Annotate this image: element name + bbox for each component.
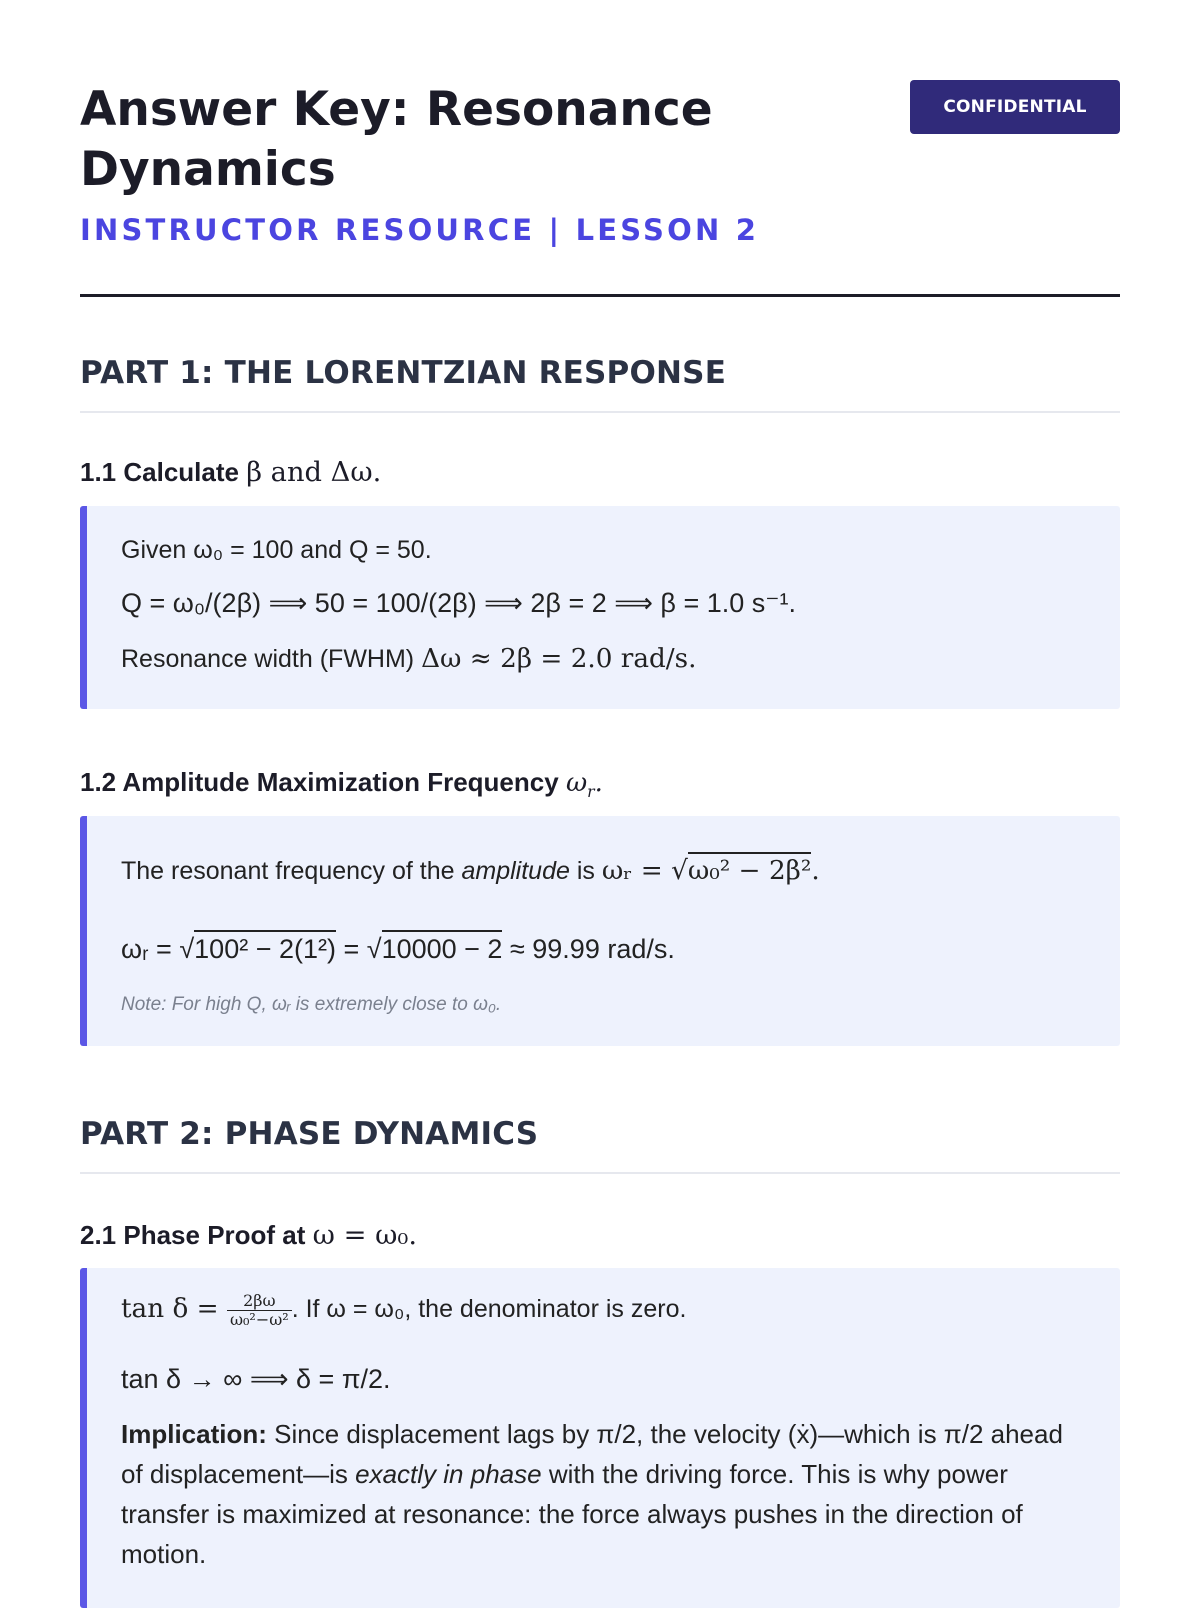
implication-text-1: Since displacement lags by π/2, the velocity (ẋ)—which is π/2 ahead of displacement—is (121, 1419, 1063, 1489)
implication-label: Implication: (121, 1419, 267, 1449)
part1-divider (80, 411, 1120, 413)
part2-title: PART 2: PHASE DYNAMICS (80, 1116, 539, 1152)
answer-1-2-line2-radicand-2: 10000 − 2 (382, 930, 503, 964)
answer-1-2-line2 (121, 934, 675, 965)
question-1-2-label: 1.2 Amplitude Maximization Frequency (80, 767, 559, 797)
question-1-2-title (80, 767, 603, 801)
part2-divider (80, 1172, 1120, 1174)
answer-2-1-fraction (227, 1292, 292, 1329)
answer-1-1-given: Given ω₀ = 100 and Q = 50. (121, 536, 432, 564)
implication-emphasis: exactly in phase (355, 1459, 542, 1489)
answer-1-2-line1-radicand: ω₀² − 2β² (688, 852, 812, 886)
question-1-1-math: β and Δω. (246, 457, 382, 488)
answer-1-2-line1-text: The resonant frequency of the (121, 857, 455, 885)
header-divider (80, 294, 1120, 297)
part1-title: PART 1: THE LORENTZIAN RESPONSE (80, 355, 727, 391)
answer-1-2-box (80, 816, 1120, 1046)
answer-1-2-line1: The resonant frequency of the amplitude is ωᵣ = √ω₀² − 2β². (121, 856, 820, 886)
question-2-1-title (80, 1220, 417, 1251)
answer-1-2-line2-radicand-1: 100² − 2(1²) (194, 930, 336, 964)
answer-1-2-line1-emphasis: amplitude (461, 857, 570, 885)
answer-1-1-width-label: Resonance width (FWHM) (121, 645, 415, 673)
answer-1-2-line2-rhs: ≈ 99.99 rad/s. (502, 934, 675, 964)
answer-1-1-width-math: Δω ≈ 2β = 2.0 rad/s. (421, 644, 697, 674)
fraction-denominator: ω₀²−ω² (229, 1310, 289, 1329)
answer-2-1-line2: tan δ → ∞ ⟹ δ = π/2. (121, 1364, 391, 1394)
question-2-1-label: 2.1 Phase Proof at (80, 1220, 306, 1250)
answer-2-1-implication (121, 1414, 1081, 1574)
answer-1-2-line2-mid: = √ (335, 934, 382, 964)
fraction-numerator: 2βω (227, 1292, 292, 1311)
answer-2-1-line1 (121, 1292, 686, 1329)
page-title: Answer Key: Resonance Dynamics (80, 82, 713, 197)
answer-1-1-derivation: Q = ω₀/(2β) ⟹ 50 = 100/(2β) ⟹ 2β = 2 ⟹ β = 1.0 s⁻¹. (121, 588, 797, 618)
question-1-1-title (80, 457, 381, 488)
question-1-1-label: 1.1 Calculate (80, 457, 239, 487)
answer-2-1-line1-text: . If ω = ω₀, the denominator is zero. (291, 1295, 687, 1324)
answer-1-2-line1-is: is (576, 857, 595, 885)
question-1-2-math: $\omega_r$. (565, 768, 603, 802)
answer-1-2-line1-math-lhs: ωᵣ = √ (601, 856, 688, 886)
answer-2-1-tan-lhs: tan δ = (121, 1294, 227, 1325)
answer-2-1-box (80, 1268, 1120, 1608)
answer-1-1-box (80, 506, 1120, 709)
page-subtitle: INSTRUCTOR RESOURCE | LESSON 2 (80, 213, 760, 247)
confidential-badge: CONFIDENTIAL (910, 80, 1120, 134)
implication-text-2: with the driving force. This is why power transfer is maximized at resonance: the force always pushes in the direction of motion. (121, 1459, 1023, 1569)
answer-1-1-width (121, 644, 696, 674)
answer-1-2-line2-lhs: ωᵣ = √ (121, 934, 195, 964)
question-2-1-math: ω = ω₀. (312, 1220, 418, 1251)
answer-1-2-note: Note: For high Q, ωᵣ is extremely close to ω₀. (121, 994, 502, 1015)
